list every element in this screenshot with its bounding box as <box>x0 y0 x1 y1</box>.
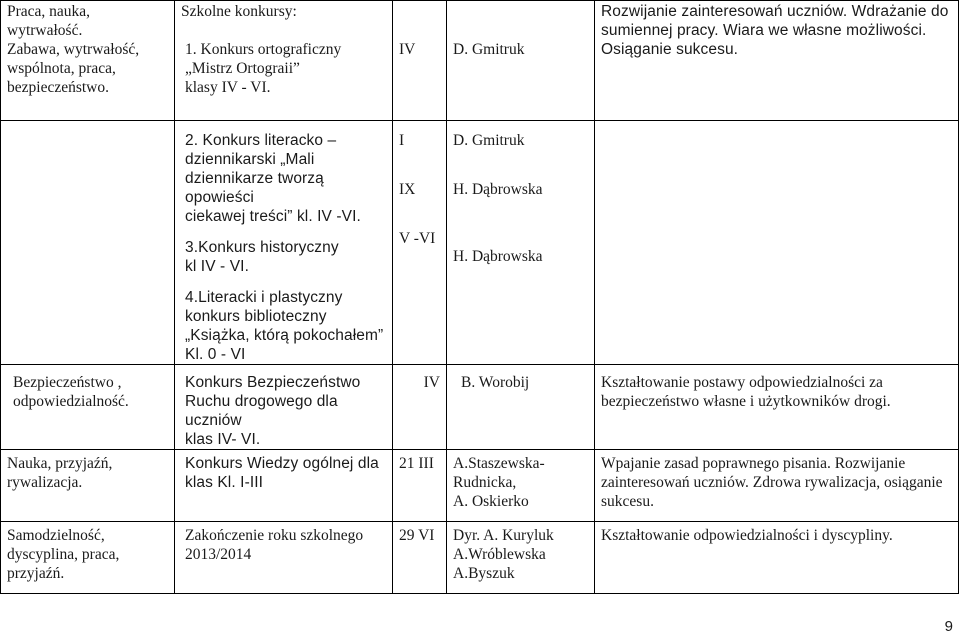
term-text: IX <box>399 181 416 198</box>
term-text: I <box>399 132 405 149</box>
table-row <box>1 121 959 365</box>
page-number: 9 <box>944 618 953 635</box>
form-item-2: 2. Konkurs literacko – dziennikarski „Mali dziennikarze tworzą opowieści ciekawej treści” kl. IV -VI. <box>185 132 361 225</box>
responsible-cell <box>447 1 595 121</box>
term-text: IV <box>399 41 416 58</box>
form-cell <box>175 1 393 121</box>
goals-cell <box>595 522 959 594</box>
goals-text: Rozwijanie zainteresowań uczniów. Wdrażanie do sumiennej pracy. Wiara we własne możliwości. Osiąganie sukcesu. <box>601 3 949 58</box>
responsible-text: H. Dąbrowska <box>453 181 543 198</box>
values-cell <box>1 121 175 365</box>
table-row <box>1 522 959 594</box>
table-row <box>1 450 959 522</box>
responsible-cell <box>447 121 595 365</box>
values-text: Nauka, przyjaźń, rywalizacja. <box>7 455 113 491</box>
form-item-4: 4.Literacki i plastyczny konkurs biblioteczny „Książka, którą pokochałem” Kl. 0 - VI <box>185 289 384 363</box>
responsible-text: D. Gmitruk <box>453 132 525 149</box>
goals-cell <box>595 1 959 121</box>
form-text: Zakończenie roku szkolnego 2013/2014 <box>185 527 364 563</box>
responsible-cell <box>447 450 595 522</box>
form-cell <box>175 365 393 450</box>
goals-cell <box>595 365 959 450</box>
term-text: 21 III <box>399 455 434 472</box>
form-cell <box>175 450 393 522</box>
goals-text: Wpajanie zasad poprawnego pisania. Rozwijanie zainteresowań uczniów. Zdrowa rywalizacja, osiąganie sukcesu. <box>601 455 943 510</box>
responsible-text: D. Gmitruk <box>453 41 525 58</box>
responsible-text: B. Worobij <box>461 374 530 391</box>
values-text: Bezpieczeństwo , odpowiedzialność. <box>13 374 129 410</box>
term-cell <box>393 522 447 594</box>
goals-text: Kształtowanie postawy odpowiedzialności za bezpieczeństwo własne i użytkowników drogi. <box>601 374 891 410</box>
values-text: Praca, nauka, wytrwałość. Zabawa, wytrwałość, wspólnota, praca, bezpieczeństwo. <box>7 3 140 96</box>
responsible-cell <box>447 522 595 594</box>
term-cell <box>393 365 447 450</box>
table-row <box>1 1 959 121</box>
responsible-text: A.Staszewska- Rudnicka, A. Oskierko <box>453 455 545 510</box>
responsible-text: Dyr. A. Kuryluk A.Wróblewska A.Byszuk <box>453 527 554 582</box>
term-cell <box>393 121 447 365</box>
values-cell <box>1 365 175 450</box>
goals-cell <box>595 121 959 365</box>
responsible-cell <box>447 365 595 450</box>
form-cell <box>175 522 393 594</box>
values-cell <box>1 1 175 121</box>
term-cell <box>393 450 447 522</box>
term-cell <box>393 1 447 121</box>
responsible-text: H. Dąbrowska <box>453 248 543 265</box>
form-cell <box>175 121 393 365</box>
values-text: Samodzielność, dyscyplina, praca, przyjaźń. <box>7 527 120 582</box>
values-cell <box>1 522 175 594</box>
goals-cell <box>595 450 959 522</box>
form-intro-text: Szkolne konkursy: <box>181 3 297 20</box>
form-item-3: 3.Konkurs historyczny kl IV - VI. <box>185 239 339 275</box>
table-row <box>1 365 959 450</box>
form-text: Konkurs Bezpieczeństwo Ruchu drogowego dla uczniów klas IV- VI. <box>185 374 361 448</box>
form-text: 1. Konkurs ortograficzny „Mistrz Ortograii” klasy IV - VI. <box>185 41 342 96</box>
term-text: 29 VI <box>399 527 435 544</box>
goals-text: Kształtowanie odpowiedzialności i dyscypliny. <box>601 527 893 544</box>
form-text: Konkurs Wiedzy ogólnej dla klas Kl. I-III <box>185 455 379 491</box>
term-text: IV <box>423 374 440 391</box>
term-text: V -VI <box>399 230 436 247</box>
values-cell <box>1 450 175 522</box>
